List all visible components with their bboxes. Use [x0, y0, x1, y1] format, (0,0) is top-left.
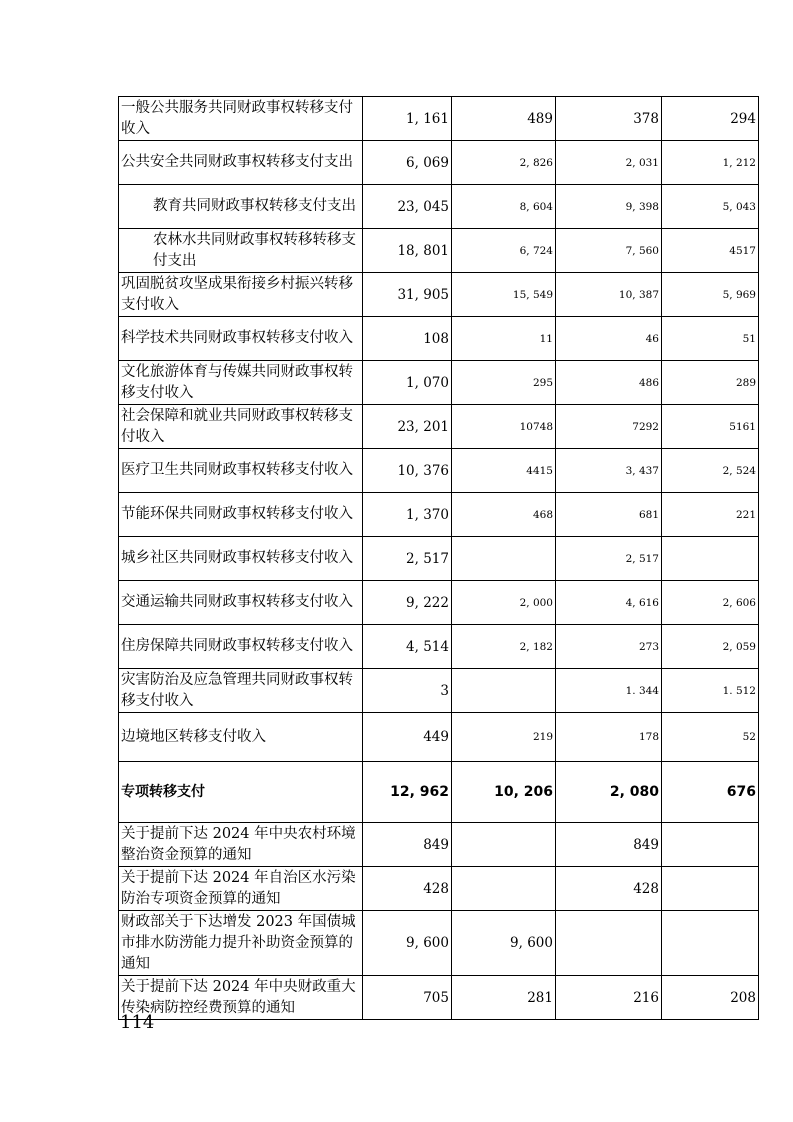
table-row [119, 581, 759, 625]
value-col-3: 2, 059 [662, 625, 759, 669]
total-value: 23, 201 [363, 405, 452, 449]
row-label: 住房保障共同财政事权转移支付收入 [119, 625, 363, 669]
row-label: 一般公共服务共同财政事权转移支付收入 [119, 97, 363, 141]
row-label: 关于提前下达 2024 年自治区水污染防治专项资金预算的通知 [119, 867, 363, 911]
value-col-2: 2, 080 [556, 762, 662, 823]
table-row [119, 867, 759, 911]
value-col-3: 2, 524 [662, 449, 759, 493]
value-col-2: 681 [556, 493, 662, 537]
value-col-3: 221 [662, 493, 759, 537]
value-col-3: 5, 043 [662, 185, 759, 229]
total-value: 12, 962 [363, 762, 452, 823]
value-col-1: 8, 604 [452, 185, 556, 229]
value-col-1: 2, 000 [452, 581, 556, 625]
total-value: 3 [363, 669, 452, 713]
value-col-3: 1. 512 [662, 669, 759, 713]
total-value: 449 [363, 713, 452, 762]
table-row [119, 713, 759, 762]
value-col-2: 46 [556, 317, 662, 361]
value-col-2: 273 [556, 625, 662, 669]
row-label: 教育共同财政事权转移支付支出 [119, 185, 363, 229]
row-label: 关于提前下达 2024 年中央财政重大传染病防控经费预算的通知 [119, 976, 363, 1020]
row-label: 节能环保共同财政事权转移支付收入 [119, 493, 363, 537]
row-label: 灾害防治及应急管理共同财政事权转移支付收入 [119, 669, 363, 713]
value-col-2: 216 [556, 976, 662, 1020]
row-label: 文化旅游体育与传媒共同财政事权转移支付收入 [119, 361, 363, 405]
row-label: 交通运输共同财政事权转移支付收入 [119, 581, 363, 625]
row-label: 专项转移支付 [119, 762, 363, 823]
total-value: 1, 070 [363, 361, 452, 405]
table-row [119, 625, 759, 669]
table-row [119, 493, 759, 537]
value-col-3: 2, 606 [662, 581, 759, 625]
table-row [119, 449, 759, 493]
table-row [119, 361, 759, 405]
table-row [119, 976, 759, 1020]
table-row [119, 229, 759, 273]
value-col-2: 378 [556, 97, 662, 141]
value-col-2: 849 [556, 823, 662, 867]
value-col-3 [662, 537, 759, 581]
table-row [119, 185, 759, 229]
value-col-3: 676 [662, 762, 759, 823]
value-col-1: 9, 600 [452, 911, 556, 976]
row-label: 城乡社区共同财政事权转移支付收入 [119, 537, 363, 581]
budget-table [118, 96, 759, 1020]
total-value: 2, 517 [363, 537, 452, 581]
total-value: 1, 161 [363, 97, 452, 141]
value-col-2: 2, 031 [556, 141, 662, 185]
value-col-2: 3, 437 [556, 449, 662, 493]
value-col-2: 486 [556, 361, 662, 405]
total-value: 1, 370 [363, 493, 452, 537]
value-col-1: 10748 [452, 405, 556, 449]
value-col-2: 1. 344 [556, 669, 662, 713]
total-value: 6, 069 [363, 141, 452, 185]
table-row [119, 537, 759, 581]
value-col-1 [452, 867, 556, 911]
value-col-2 [556, 911, 662, 976]
value-col-1: 2, 182 [452, 625, 556, 669]
row-label: 公共安全共同财政事权转移支付支出 [119, 141, 363, 185]
total-value: 705 [363, 976, 452, 1020]
value-col-2: 178 [556, 713, 662, 762]
total-value: 10, 376 [363, 449, 452, 493]
value-col-2: 7, 560 [556, 229, 662, 273]
row-label: 科学技术共同财政事权转移支付收入 [119, 317, 363, 361]
value-col-3 [662, 911, 759, 976]
value-col-2: 428 [556, 867, 662, 911]
table-row [119, 97, 759, 141]
value-col-1: 468 [452, 493, 556, 537]
value-col-1 [452, 537, 556, 581]
total-value: 108 [363, 317, 452, 361]
table-row [119, 317, 759, 361]
value-col-2: 9, 398 [556, 185, 662, 229]
value-col-3: 5161 [662, 405, 759, 449]
value-col-1: 4415 [452, 449, 556, 493]
value-col-1 [452, 669, 556, 713]
row-label: 社会保障和就业共同财政事权转移支付收入 [119, 405, 363, 449]
row-label: 财政部关于下达增发 2023 年国债城市排水防涝能力提升补助资金预算的通知 [119, 911, 363, 976]
row-label: 医疗卫生共同财政事权转移支付收入 [119, 449, 363, 493]
table-row [119, 141, 759, 185]
value-col-3: 294 [662, 97, 759, 141]
value-col-1 [452, 823, 556, 867]
value-col-1: 219 [452, 713, 556, 762]
value-col-3: 4517 [662, 229, 759, 273]
special-transfer-total-row [119, 762, 759, 823]
total-value: 9, 222 [363, 581, 452, 625]
value-col-1: 11 [452, 317, 556, 361]
table-row [119, 273, 759, 317]
row-label: 边境地区转移支付收入 [119, 713, 363, 762]
row-label: 关于提前下达 2024 年中央农村环境整治资金预算的通知 [119, 823, 363, 867]
row-label: 农林水共同财政事权转移转移支付支出 [119, 229, 363, 273]
page-number: 114 [120, 1012, 155, 1033]
total-value: 31, 905 [363, 273, 452, 317]
total-value: 18, 801 [363, 229, 452, 273]
value-col-1: 489 [452, 97, 556, 141]
row-label: 巩固脱贫攻坚成果衔接乡村振兴转移支付收入 [119, 273, 363, 317]
value-col-1: 6, 724 [452, 229, 556, 273]
value-col-3: 1, 212 [662, 141, 759, 185]
value-col-1: 295 [452, 361, 556, 405]
table-row [119, 405, 759, 449]
value-col-2: 4, 616 [556, 581, 662, 625]
value-col-2: 10, 387 [556, 273, 662, 317]
value-col-3: 51 [662, 317, 759, 361]
value-col-3 [662, 823, 759, 867]
value-col-3: 5, 969 [662, 273, 759, 317]
value-col-1: 2, 826 [452, 141, 556, 185]
value-col-2: 7292 [556, 405, 662, 449]
value-col-1: 15, 549 [452, 273, 556, 317]
value-col-3 [662, 867, 759, 911]
total-value: 4, 514 [363, 625, 452, 669]
total-value: 9, 600 [363, 911, 452, 976]
total-value: 23, 045 [363, 185, 452, 229]
value-col-1: 281 [452, 976, 556, 1020]
table-row [119, 669, 759, 713]
value-col-3: 208 [662, 976, 759, 1020]
table-row [119, 823, 759, 867]
value-col-3: 289 [662, 361, 759, 405]
value-col-2: 2, 517 [556, 537, 662, 581]
value-col-3: 52 [662, 713, 759, 762]
table-row [119, 911, 759, 976]
total-value: 428 [363, 867, 452, 911]
value-col-1: 10, 206 [452, 762, 556, 823]
budget-table-body [119, 97, 759, 1020]
total-value: 849 [363, 823, 452, 867]
